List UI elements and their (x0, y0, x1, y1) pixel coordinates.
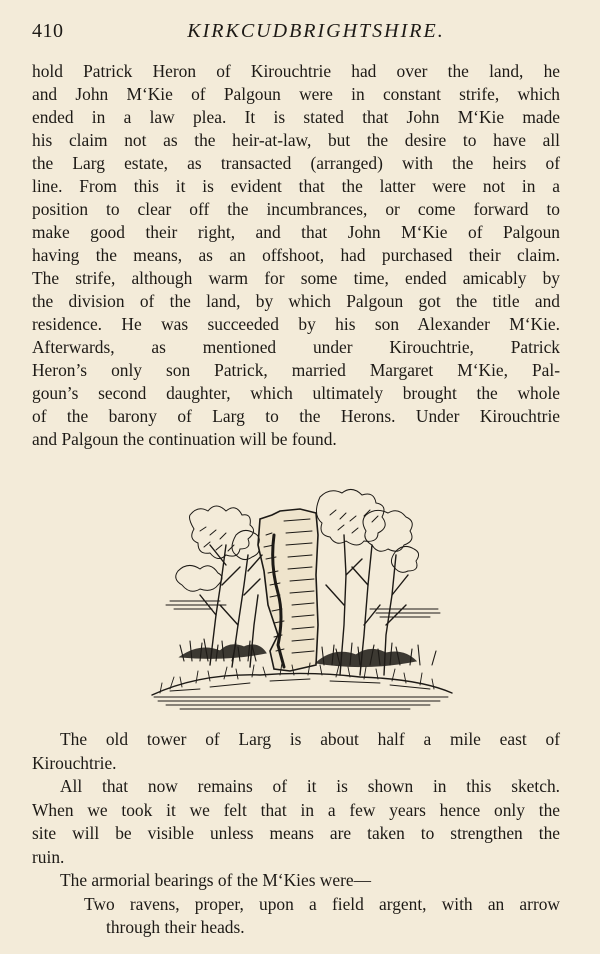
text-line: and Palgoun the continuation will be found. (32, 429, 337, 449)
text-line: The strife, although warm for some time, ended amicably by (32, 268, 560, 288)
text-line: and John M‘Kie of Palgoun were in constant strife, which (32, 84, 560, 104)
text-line: having the means, as an offshoot, had purchased their claim. (32, 245, 560, 265)
text-line: position to clear off the incumbrances, or come forward to (32, 199, 560, 219)
text-line: line. From this it is evident that the latter were not in a (32, 176, 560, 196)
text-line: All that now remains of it is shown in this sketch. (60, 776, 560, 796)
body-paragraph-top (32, 60, 560, 451)
text-line: goun’s second daughter, which ultimately brought the whole (32, 383, 560, 403)
text-line: Afterwards, as mentioned under Kirouchtrie, Patrick (32, 337, 560, 357)
tower-ruin-engraving (140, 475, 460, 715)
text-line: hold Patrick Heron of Kirouchtrie had over the land, he (32, 61, 560, 81)
text-line: his claim not as the heir-at-law, but the desire to have all (32, 130, 560, 150)
text-line: make good their right, and that John M‘Kie of Palgoun (32, 222, 560, 242)
text-line: the Larg estate, as transacted (arranged) with the heirs of (32, 153, 560, 173)
text-line: residence. He was succeeded by his son Alexander M‘Kie. (32, 314, 560, 334)
text-line: When we took it we felt that in a few years hence only the (32, 799, 560, 820)
text-line: Heron’s only son Patrick, married Margaret M‘Kie, Pal- (32, 360, 560, 380)
text-line: ruin. (32, 846, 65, 867)
text-line: site will be visible unless means are taken to strengthen the (32, 823, 560, 843)
page-number: 410 (32, 20, 64, 42)
body-paragraph-bottom (32, 728, 560, 940)
text-line: ended in a law plea. It is stated that John M‘Kie made (32, 107, 560, 127)
text-line: through their heads. (106, 917, 245, 937)
text-line: the division of the land, by which Palgoun got the title and (32, 291, 560, 311)
text-line: Two ravens, proper, upon a field argent, with an arrow (84, 893, 560, 914)
text-line: The old tower of Larg is about half a mile east of (60, 729, 560, 749)
text-line: The armorial bearings of the M‘Kies were— (60, 870, 371, 890)
text-line: of the barony of Larg to the Herons. Under Kirouchtrie (32, 406, 560, 426)
page-header (32, 20, 568, 44)
text-line: Kirouchtrie. (32, 752, 117, 773)
running-title: KIRKCUDBRIGHTSHIRE. (187, 20, 445, 42)
